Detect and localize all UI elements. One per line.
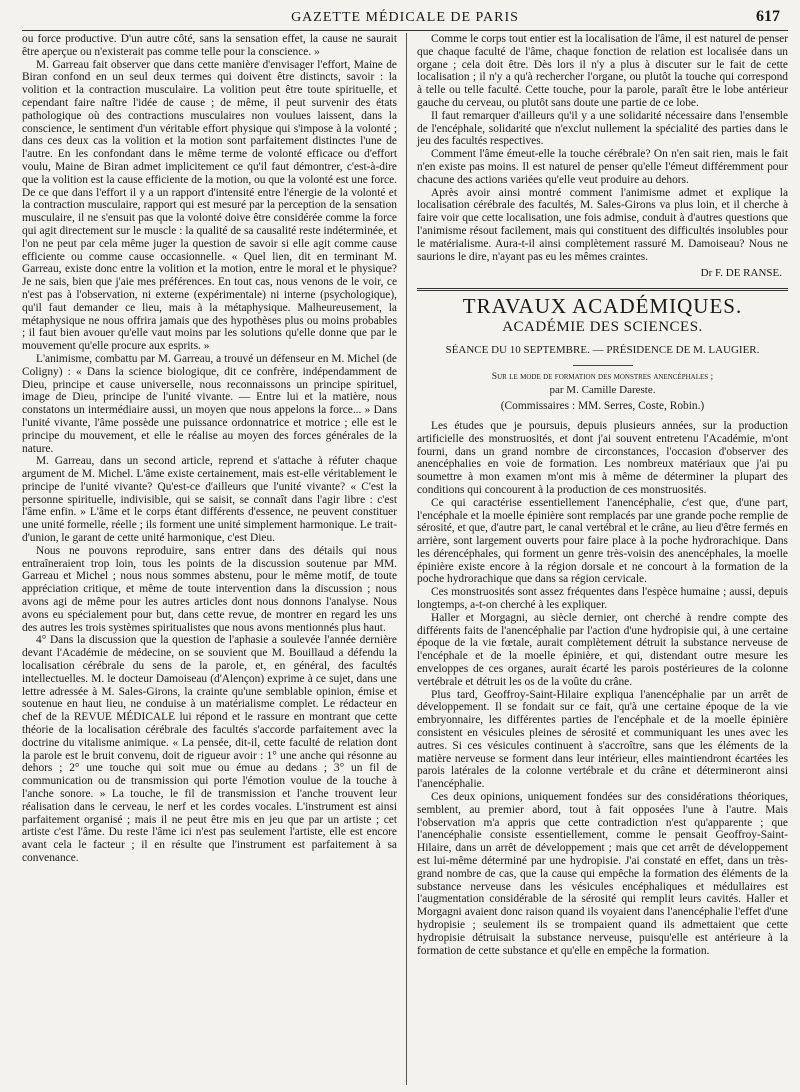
journal-title: GAZETTE MÉDICALE DE PARIS: [291, 10, 519, 25]
paragraph: M. Garreau fait observer que dans cette manière d'envisager l'effort, Maine de Biran confond en un seul deux termes qui doivent être distincts, savoir : la volition et la contraction musculaire. La volition peut être toute spirituelle, et cependant faire naître l'idée de cause ; de même, il peut survenir des états pathologique où des contractions musculaires non voulues laissent, dans la conscience, le sentiment d'un véritable effort physique qui s'impose à la volonté ; dans ces deux cas la volition et la motion sont parfaitement distinctes l'une de l'autre. En les confondant dans le même terme de volonté efficace ou d'effort voulu, Maine de Biran admet implicitement ce qu'il faut démontrer, c'est-à-dire que la volition est la cause efficiente de la motion, ou que la volonté est une force. De ce que dans l'effort il y a un rapport d'intensité entre l'énergie de la volonté et la contraction musculaire, rapport qui est mesuré par la perception de la sensation musculaire, il ne s'ensuit pas que la volonté doive être considérée comme la force qui agit directement sur le muscle : la qualité de sa causalité reste indéterminée, et l'on ne peut par cela même juger la question de savoir si elle agit comme cause efficiente ou comme cause occasionnelle. « Quel lien, dit en terminant M. Garreau, existe donc entre la volition et la motion, entre le moral et le physique? Je ne sais, bien que j'aie mes préférences. En tout cas, nous venons de le voir, ce n'est pas à l'observation, ni externe (expérimentale) ni interne (psychologique), qu'il faut demander ce lieu, mais à la métaphysique. Malheureusement, la métaphysique ne nous offrira jamais que des hypothèses plus ou moins probables ; il faut bien avouer qu'elle vaut moins par les solutions qu'elle donne que par le mouvement qu'elle procure aux esprits. »: [22, 58, 397, 353]
two-column-layout: [22, 33, 788, 1085]
paragraph: Nous ne pouvons reproduire, sans entrer dans des détails qui nous entraîneraient trop loin, tous les points de la discussion soutenue par MM. Garreau et Michel ; nous nous sommes abstenu, pour le même motif, de toute appréciation critique, et même de toute intervention dans la discussion ; nous avons agi de même pour les autres articles dont nous donnons l'analyse. Nous avons eu spécialement pour but, dans cette revue, de montrer en regard les uns des autres les trois systèmes spiritualistes que nous avons mentionnés plus haut.: [22, 544, 397, 634]
paragraph: L'animisme, combattu par M. Garreau, a trouvé un défenseur en M. Michel (de Coligny) : « Dans la science biologique, dit ce confrère, indépendamment de Dieu, principe et cause universelle, nous reconnaissons un principe spirituel, image de Dieu, principe de l'unité vivante. — Entre lui et la matière, nous constatons un intermédiaire aussi, un moyen que nous appelons la force... » Dans l'unité vivante, l'âme possède une puissance ordonnatrice et motrice ; elle est le principe du mouvement, et elle le réalise au moyen des forces générales de la nature.: [22, 352, 397, 455]
paragraph: Après avoir ainsi montré comment l'animisme admet et explique la localisation cérébrale des facultés, M. Sales-Girons va plus loin, et il cherche à faire voir que cette localisation, une fois admise, conduit à d'autres questions que l'animisme résout facilement, mais qui constituent des difficultés insolubles pour le matérialisme. Aura-t-il ainsi complètement rassuré M. Damoiseau? Nous ne saurions le dire, n'ayant pas eu les mêmes craintes.: [417, 186, 788, 263]
paragraph: Haller et Morgagni, au siècle dernier, ont cherché à rendre compte des différents faits de l'anencéphalie par l'action d'une hydropisie qui, à une certaine époque de la vie fœtale, aurait complètement détruit la substance nerveuse de l'encéphale et de la moelle épinière, et qui, distendant outre mesure les enveloppes de ces organes, aurait écarté les parois postérieures de la colonne vertébrale et détruit les os de la voûte du crâne.: [417, 611, 788, 688]
author-signature: Dr F. DE RANSE.: [700, 267, 782, 280]
academy-heading: ACADÉMIE DES SCIENCES.: [502, 318, 703, 335]
paragraph: Ces monstruosités sont assez fréquentes dans l'espèce humaine ; aussi, depuis longtemps, a-t-on cherché à les expliquer.: [417, 586, 788, 612]
paragraph: Les études que je poursuis, depuis plusieurs années, sur la production artificielle des monstruosités, et dont j'ai souvent entretenu l'Académie, m'ont fourni, dans un grand nombre de circonstances, l'occasion d'observer des anencéphalies en voie de formation. Les nombreux matériaux que j'ai pu soumettre à mon examen m'ont mis à même de déterminer la plupart des conditions qui concourent à la production de ces monstruosités.: [417, 419, 788, 496]
commissioners-line: (Commissaires : MM. Serres, Coste, Robin.): [500, 400, 705, 413]
paragraph: Ce qui caractérise essentiellement l'anencéphalie, c'est que, d'une part, l'encéphale et la moelle épinière sont remplacés par une grande poche remplie de sérosité, et que, d'autre part, le canal vertébral et le crâne, au lieu d'être fermés en arrière, sont largement ouverts pour faire place à la poche hydrorachique. Dans les dérencéphales, qui forment un genre très-voisin des anencéphales, la moelle épinière existe encore à la région dorsale et ne concourt à la formation de la poche hydrorachique que dans sa région cervicale.: [417, 496, 788, 586]
paper-title: Sur le mode de formation des monstres anencéphales ;: [491, 371, 714, 382]
paper-author: par M. Camille Dareste.: [549, 384, 656, 397]
page-number: 617: [756, 8, 780, 25]
paragraph: ou force productive. D'un autre côté, sans la sensation effet, la cause ne saurait être aperçue ou n'existerait pas comme telle pour la conscience. »: [22, 33, 397, 58]
paragraph: Plus tard, Geoffroy-Saint-Hilaire expliqua l'anencéphalie par un arrêt de développement. Il se fondait sur ce fait, qu'à une certaine époque de la vie embryonnaire, les différentes parties de l'encéphale et de la moelle épinière consistent en vésicules pleines de sérosité et communiquant les unes avec les autres. Si ces vésicules continuent à s'accroître, sans que les éléments de la matière nerveuse se forment dans leur intérieur, elles maintiendront écartées les parois latérales de la colonne vertébrale et du crâne et détermineront ainsi l'anencéphalie.: [417, 688, 788, 791]
paragraph: 4° Dans la discussion que la question de l'aphasie a soulevée l'année dernière devant l'Académie de médecine, on se souvient que M. Bouillaud a défendu la localisation cérébrale du sens de la parole, et, en général, des facultés intellectuelles. M. le docteur Damoiseau (d'Alençon) exprime à ce sujet, dans une lettre adressée à M. Sales-Girons, la crainte qu'une semblable opinion, émise et soutenue en haut lieu, ne conduise à un matérialisme complet. Le rédacteur en chef de la REVUE MÉDICALE lui répond et le rassure en montrant que cette théorie de la localisation cérébrale des facultés s'accorde parfaitement avec la doctrine du vitalisme animique. « La pensée, dit-il, cette faculté de relation dont la parole est le bruit convenu, doit de rigueur avoir : 1° une anche qui résonne au dehors ; 2° une touche qui soit mue ou émue au dedans ; 3° un fil de communication ou de transmission qui porte l'émotion voulue de la touche à l'anche sonore. » La touche, le fil de transmission et l'anche trouvent leur réalisation dans le cerveau, le nerf et les cordes vocales. L'instrument est ainsi parfaitement organisé ; mais il ne peut être mis en jeu que par un artiste ; cet artiste c'est l'âme. Du reste l'âme ici n'est pas seulement l'artiste, elle est encore avant cela le facteur ; il en résulte que l'instrument est parfaitement à sa convenance.: [22, 634, 397, 864]
right-column: [407, 33, 788, 1085]
paragraph: Ces deux opinions, uniquement fondées sur des considérations théoriques, semblent, au premier abord, tout à fait opposées l'une à l'autre. Mais l'observation m'a appris que cette contradiction n'est qu'apparente ; que l'anencéphalie consiste essentiellement, comme le pensait Geoffroy-Saint-Hilaire, dans un arrêt de développement ; mais que cet arrêt de développement est lui-même déterminé par une hydropisie. J'ai constaté en effet, dans un très-grand nombre de cas, que la cause qui empêche la formation des éléments de la substance nerveuse dans les vésicules encéphaliques et médullaires est l'augmentation considérable de la sérosité qui remplit leurs cavités. Haller et Morgagni avaient donc raison quand ils voyaient dans l'anencéphalie l'effet d'une hydropisie ; seulement ils se trompaient quand ils admettaient que cette hydropisie détruisait la substance nerveuse, puisqu'elle est antérieure à la formation de cette substance et qu'elle en empêche la formation.: [417, 791, 788, 957]
short-divider: [573, 365, 633, 366]
left-column: [22, 33, 407, 1085]
paragraph: Il faut remarquer d'ailleurs qu'il y a une solidarité nécessaire dans l'ensemble de l'encéphale, solidarité que n'exclut nullement la spécialité des parties dans le jeu des facultés respectives.: [417, 109, 788, 148]
running-head: [22, 4, 788, 31]
paragraph: M. Garreau, dans un second article, reprend et s'attache à réfuter chaque argument de M. Michel. L'âme existe certainement, mais est-elle véritablement le principe de l'unité vivante? Qu'est-ce d'ailleurs que l'unité vivante? « C'est la personne spirituelle, indivisible, qui se saisit, se connaît dans l'agir libre : c'est l'âme enfin. » L'âme et le corps étant différents d'essence, ne peuvent constituer une unité formelle, réelle ; ils forment une unité simplement harmonique. Le trait-d'union, le garant de cette unité harmonique, c'est Dieu.: [22, 455, 397, 545]
paragraph: Comme le corps tout entier est la localisation de l'âme, il est naturel de penser que chaque faculté de l'âme, chaque fonction de relation est localisée dans un organe ; cela doit être. Dès lors il n'y a plus à discuter sur le fait de cette localisation ; il n'y a qu'à rechercher l'organe, ou plutôt la touche qui correspond à telle ou telle faculté. Cette touche, pour la parole, paraît être le lobe antérieur gauche du cerveau, ou plutôt sans doute une partie de ce lobe.: [417, 33, 788, 109]
section-title: TRAVAUX ACADÉMIQUES.: [462, 294, 743, 319]
session-heading: SÉANCE DU 10 SEPTEMBRE. — PRÉSIDENCE DE M. LAUGIER.: [445, 343, 760, 356]
paragraph: Comment l'âme émeut-elle la touche cérébrale? On n'en sait rien, mais le fait n'en existe pas moins. Il est naturel de penser qu'elle l'émeut différemment pour chacune des actions variées qu'elle veut produire au dehors.: [417, 148, 788, 186]
